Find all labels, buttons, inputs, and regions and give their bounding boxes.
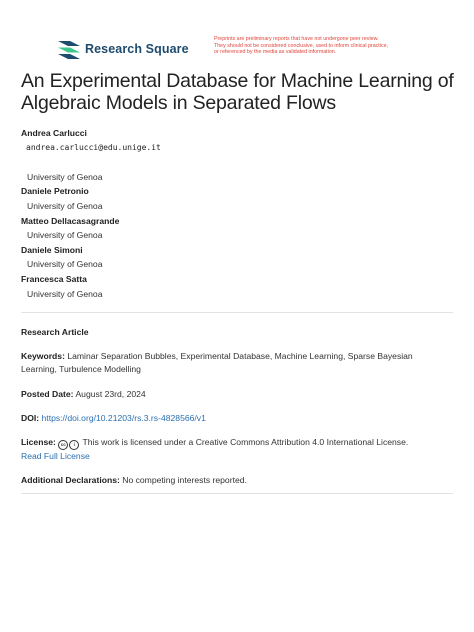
declarations-text: No competing interests reported. (122, 475, 247, 485)
read-full-license-link[interactable]: Read Full License (21, 451, 90, 461)
doi-label: DOI: (21, 413, 40, 423)
spacer (21, 155, 451, 170)
keywords-text: Learning, Turbulence Modelling (21, 364, 141, 375)
paper-title (21, 70, 461, 114)
disclaimer-line: or referenced by the media as validated information. (214, 49, 337, 56)
author-list (21, 126, 451, 301)
keywords-label: Keywords: (21, 351, 65, 361)
attribution-icon: i (69, 440, 79, 450)
doi-link[interactable]: https://doi.org/10.21203/rs.3.rs-4828566/v1 (41, 413, 206, 423)
divider (21, 493, 453, 494)
posted-date (21, 388, 451, 401)
doi (21, 412, 451, 425)
research-square-logo[interactable] (58, 38, 189, 60)
header (58, 38, 458, 64)
article-type (21, 326, 451, 339)
author-name: Andrea Carlucci (21, 128, 87, 138)
divider (21, 312, 453, 313)
license-text: This work is licensed under a Creative Commons Attribution 4.0 International License. (82, 437, 409, 447)
title-line: Algebraic Models in Separated Flows (21, 92, 336, 114)
author-affiliation: University of Genoa (27, 200, 103, 211)
author-name: Daniele Simoni (21, 244, 83, 255)
keywords (21, 350, 451, 377)
author-name: Francesca Satta (21, 273, 87, 284)
license (21, 436, 451, 463)
title-line: An Experimental Database for Machine Learning of (21, 70, 454, 92)
creative-commons-icon: cc (58, 440, 68, 450)
author-affiliation: University of Genoa (27, 230, 103, 241)
posted-date-value: August 23rd, 2024 (75, 389, 146, 399)
keywords-text: Laminar Separation Bubbles, Experimental Database, Machine Learning, Sparse Bayesian (67, 351, 413, 361)
disclaimer-line: They should not be considered conclusive, used to inform clinical practice, (214, 42, 389, 49)
author-affiliation: University of Genoa (27, 259, 103, 270)
license-label: License: (21, 437, 56, 447)
logo-text: Research Square (85, 42, 189, 56)
author-name: Matteo Dellacasagrande (21, 215, 120, 226)
disclaimer-line: Preprints are preliminary reports that have not undergone peer review. (214, 36, 379, 42)
declarations-label: Additional Declarations: (21, 475, 120, 485)
author-affiliation: University of Genoa (27, 171, 103, 182)
preprint-disclaimer (214, 36, 464, 56)
author-name: Daniele Petronio (21, 186, 89, 197)
additional-declarations (21, 474, 451, 487)
research-square-logo-icon (58, 39, 80, 59)
author-email[interactable]: andrea.carlucci@edu.unige.it (26, 142, 161, 152)
posted-date-label: Posted Date: (21, 389, 74, 399)
article-type-label: Research Article (21, 327, 89, 337)
author-affiliation: University of Genoa (27, 288, 103, 299)
